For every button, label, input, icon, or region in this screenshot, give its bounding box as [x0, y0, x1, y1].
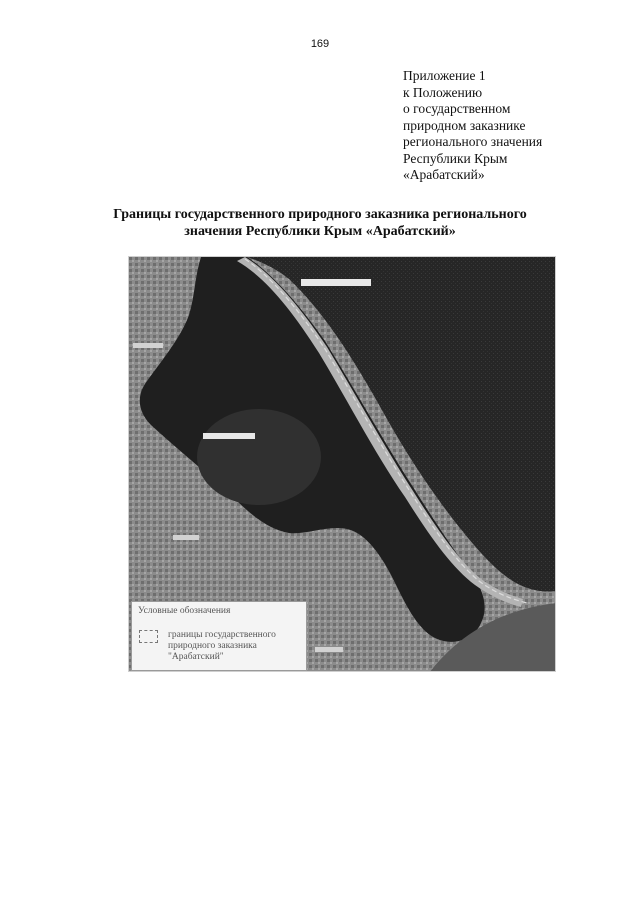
legend-item-line: "Арабатский": [168, 652, 224, 662]
appendix-line: регионального значения: [403, 134, 543, 149]
legend-title: Условные обозначения: [138, 606, 231, 616]
appendix-line: к Положению: [403, 84, 483, 100]
appendix-line: природном заказнике: [403, 117, 526, 133]
map-inner-water: [197, 409, 321, 505]
map-label-lagoon: [203, 433, 255, 439]
legend-item-line: границы государственного: [168, 630, 276, 640]
title-line-2: значения Республики Крым «Арабатский»: [184, 224, 456, 239]
page-number: 169: [310, 38, 330, 50]
map-label-sea: [301, 279, 371, 286]
appendix-line: Республики Крым: [403, 150, 508, 166]
appendix-note: [403, 68, 603, 184]
map-label-west-1: [133, 343, 163, 348]
map-legend: [131, 601, 307, 671]
appendix-line: о государственном: [403, 101, 511, 116]
title-line-1: Границы государственного природного заказника регионального: [113, 207, 527, 222]
map-label-south: [315, 647, 343, 652]
legend-item-text: [168, 630, 308, 663]
satellite-map: [128, 256, 556, 672]
appendix-line: Приложение 1: [403, 68, 486, 83]
appendix-line: «Арабатский»: [403, 167, 485, 182]
legend-item-line: природного заказника: [168, 641, 257, 651]
document-title: [80, 206, 560, 240]
legend-boundary-swatch-icon: [139, 630, 158, 643]
map-label-west-2: [173, 535, 199, 540]
